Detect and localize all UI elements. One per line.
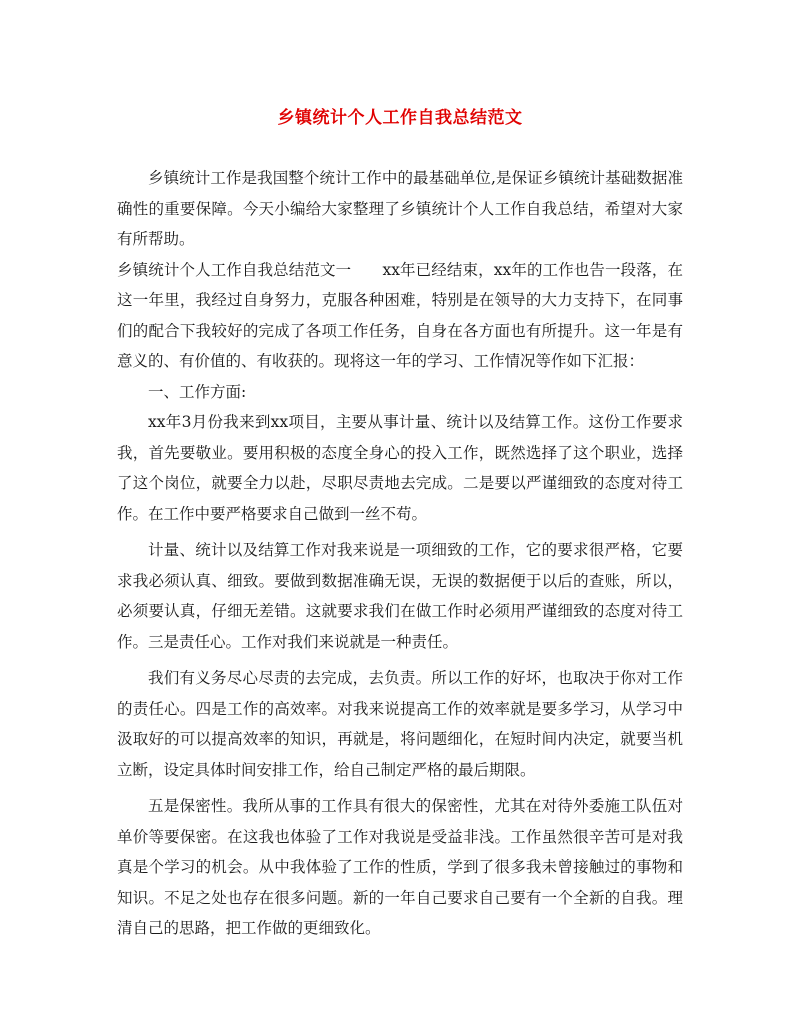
document-body (117, 163, 683, 944)
body-paragraph-2: 计量、统计以及结算工作对我来说是一项细致的工作，它的要求很严格，它要求我必须认真、细致。要做到数据准确无误，无误的数据便于以后的查账，所以，必须要认真，仔细无差错。这就要求我们在做工作时必须用严谨细致的态度对待工作。三是责任心。工作对我们来说就是一种责任。 (117, 541, 683, 651)
body-paragraph-4: 五是保密性。我所从事的工作具有很大的保密性，尤其在对待外委施工队伍对单价等要保密。在这我也体验了工作对我说是受益非浅。工作虽然很辛苦可是对我真是个学习的机会。从中我体验了工作的性质，学到了很多我未曾接触过的事物和知识。不足之处也存在很多问题。新的一年自己要求自己要有一个全新的自我。理清自己的思路，把工作做的更细致化。 (117, 797, 683, 937)
body-paragraph-3: 我们有义务尽心尽责的去完成，去负责。所以工作的好坏，也取决于你对工作的责任心。四是工作的高效率。对我来说提高工作的效率就是要多学习，从学习中汲取好的可以提高效率的知识，再就是，将问题细化，在短时间内决定，就要当机立断，设定具体时间安排工作，给自己制定严格的最后期限。 (117, 669, 683, 779)
document-title: 乡镇统计个人工作自我总结范文 (277, 108, 523, 128)
section-heading: 一、工作方面: (148, 382, 247, 401)
body-paragraph-1: xx年3月份我来到xx项目，主要从事计量、统计以及结算工作。这份工作要求我，首先要敬业。要用积极的态度全身心的投入工作，既然选择了这个职业，选择了这个岗位，就要全力以赴，尽职尽责地去完成。二是要以严谨细致的态度对待工作。在工作中要严格要求自己做到一丝不苟。 (117, 413, 683, 523)
intro-paragraph: 乡镇统计工作是我国整个统计工作中的最基础单位,是保证乡镇统计基础数据准确性的重要保障。今天小编给大家整理了乡镇统计个人工作自我总结，希望对大家有所帮助。 (117, 169, 683, 248)
article-lead-paragraph: 乡镇统计个人工作自我总结范文一 xx年已经结束，xx年的工作也告一段落，在这一年里，我经过自身努力，克服各种困难，特别是在领导的大力支持下，在同事们的配合下我较好的完成了各项工作任务，自身在各方面也有所提升。这一年是有意义的、有价值的、有收获的。现将这一年的学习、工作情况等作如下汇报： (117, 260, 683, 370)
